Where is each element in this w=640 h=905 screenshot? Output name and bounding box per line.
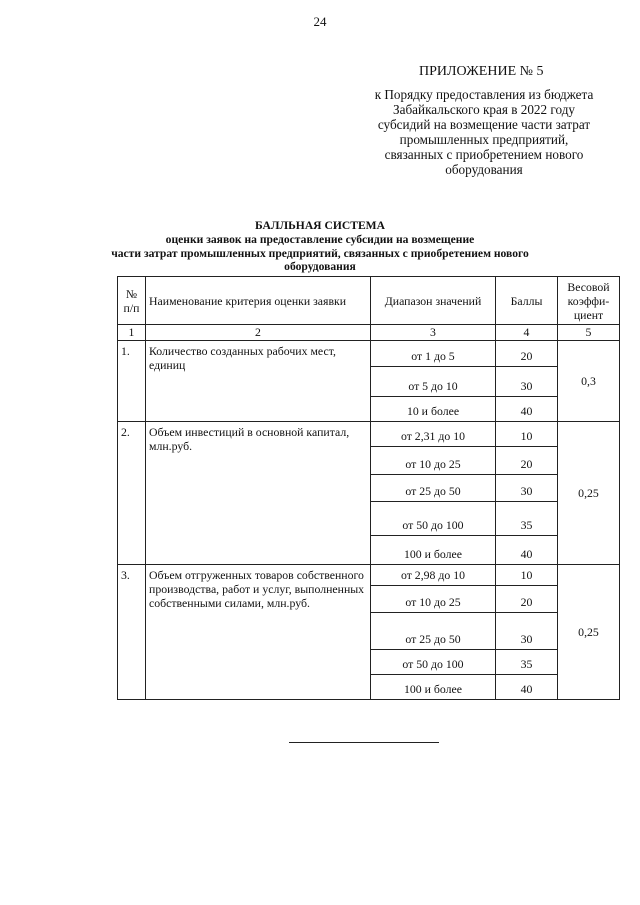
criterion-name: Объем инвестиций в основной капитал, млн.руб. (146, 422, 371, 565)
score-cell: 10 (496, 422, 558, 447)
score-cell: 30 (496, 613, 558, 650)
closing-divider (289, 742, 439, 743)
document-subtitle: части затрат промышленных предприятий, связанных с приобретением нового (111, 247, 529, 260)
appendix-title: ПРИЛОЖЕНИЕ № 5 (419, 64, 544, 79)
score-cell: 30 (496, 367, 558, 397)
range-cell: 10 и более (371, 397, 496, 422)
weight-cell: 0,25 (558, 422, 620, 565)
appendix-line: к Порядку предоставления из бюджета (374, 87, 594, 102)
header-name: Наименование критерия оценки заявки (146, 277, 371, 325)
document-title: БАЛЛЬНАЯ СИСТЕМА (254, 219, 386, 232)
criterion-number: 2. (118, 422, 146, 565)
page-number: 24 (313, 14, 327, 29)
appendix-line: связанных с приобретением нового (384, 147, 584, 162)
score-cell: 35 (496, 650, 558, 675)
criterion-name: Количество созданных рабочих мест, единиц (146, 341, 371, 422)
range-cell: от 2,31 до 10 (371, 422, 496, 447)
score-cell: 40 (496, 397, 558, 422)
appendix-line: субсидий на возмещение части затрат (377, 117, 591, 132)
criterion-number: 3. (118, 565, 146, 700)
document-subtitle: оценки заявок на предоставление субсидии на возмещение (165, 233, 475, 246)
table-row (118, 565, 620, 586)
appendix-line: Забайкальского края в 2022 году (392, 102, 575, 117)
header-range: Диапазон значений (371, 277, 496, 325)
range-cell: от 25 до 50 (371, 475, 496, 502)
score-cell: 20 (496, 586, 558, 613)
score-cell: 40 (496, 536, 558, 565)
appendix-line: оборудования (445, 162, 523, 177)
score-cell: 10 (496, 565, 558, 586)
document-subtitle: оборудования (284, 260, 356, 273)
header-weight: Весовой коэффи-циент (558, 277, 620, 325)
score-cell: 35 (496, 502, 558, 536)
range-cell: от 25 до 50 (371, 613, 496, 650)
range-cell: 100 и более (371, 675, 496, 700)
range-cell: от 2,98 до 10 (371, 565, 496, 586)
criterion-number: 1. (118, 341, 146, 422)
weight-cell: 0,3 (558, 341, 620, 422)
table-row (118, 341, 620, 367)
score-cell: 30 (496, 475, 558, 502)
column-index: 1 (118, 325, 146, 341)
range-cell: от 50 до 100 (371, 502, 496, 536)
table-row (118, 422, 620, 447)
range-cell: от 1 до 5 (371, 341, 496, 367)
weight-cell: 0,25 (558, 565, 620, 700)
range-cell: от 10 до 25 (371, 447, 496, 475)
column-index: 5 (558, 325, 620, 341)
column-index-row (118, 325, 620, 341)
score-cell: 20 (496, 341, 558, 367)
scoring-table (117, 276, 620, 700)
header-score: Баллы (496, 277, 558, 325)
range-cell: от 10 до 25 (371, 586, 496, 613)
appendix-line: промышленных предприятий, (399, 132, 569, 147)
range-cell: 100 и более (371, 536, 496, 565)
score-cell: 40 (496, 675, 558, 700)
column-index: 3 (371, 325, 496, 341)
range-cell: от 5 до 10 (371, 367, 496, 397)
table-header-row (118, 277, 620, 325)
criterion-name: Объем отгруженных товаров собственного производства, работ и услуг, выполненных собственными силами, млн.руб. (146, 565, 371, 700)
header-num: № п/п (118, 277, 146, 325)
range-cell: от 50 до 100 (371, 650, 496, 675)
column-index: 2 (146, 325, 371, 341)
column-index: 4 (496, 325, 558, 341)
score-cell: 20 (496, 447, 558, 475)
